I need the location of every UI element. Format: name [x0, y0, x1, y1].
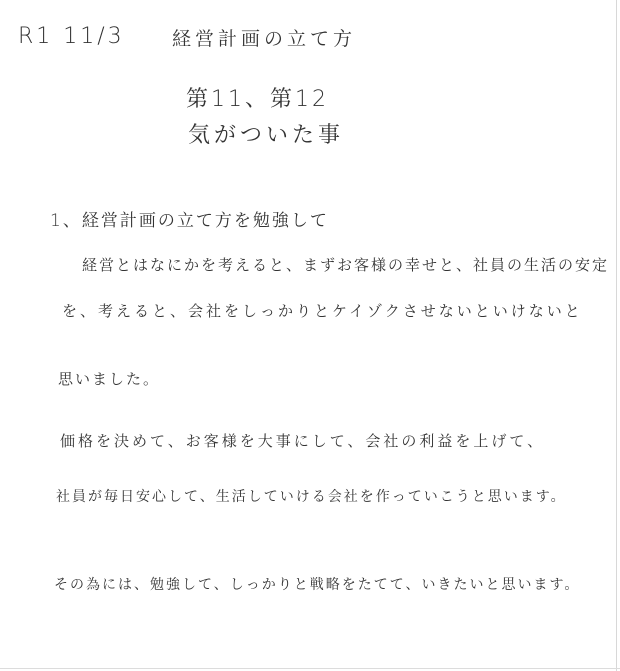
- note-title: 経営計画の立て方: [172, 28, 357, 50]
- body-line: 経営とはなにかを考えると、まずお客様の幸せと、社員の生活の安定: [82, 256, 610, 274]
- note-date: R1 11/3: [18, 24, 125, 49]
- body-line: その為には、勉強して、しっかりと戦略をたてて、いきたいと思います。: [54, 577, 581, 593]
- note-subtitle-observations: 気がついた事: [188, 123, 345, 148]
- body-line: 価格を決めて、お客様を大事にして、会社の利益を上げて、: [60, 432, 546, 450]
- body-line: を、考えると、会社をしっかりとケイゾクさせないといけないと: [62, 302, 583, 320]
- note-subtitle-chapters: 第11、第12: [186, 87, 329, 112]
- body-line: 社員が毎日安心して、生活していける会社を作っていこうと思います。: [56, 489, 567, 505]
- page-edge-bottom: [0, 668, 620, 669]
- body-line: 思いました。: [58, 370, 161, 388]
- section-heading: 1、経営計画の立て方を勉強して: [50, 211, 329, 231]
- page-edge-right: [616, 0, 617, 671]
